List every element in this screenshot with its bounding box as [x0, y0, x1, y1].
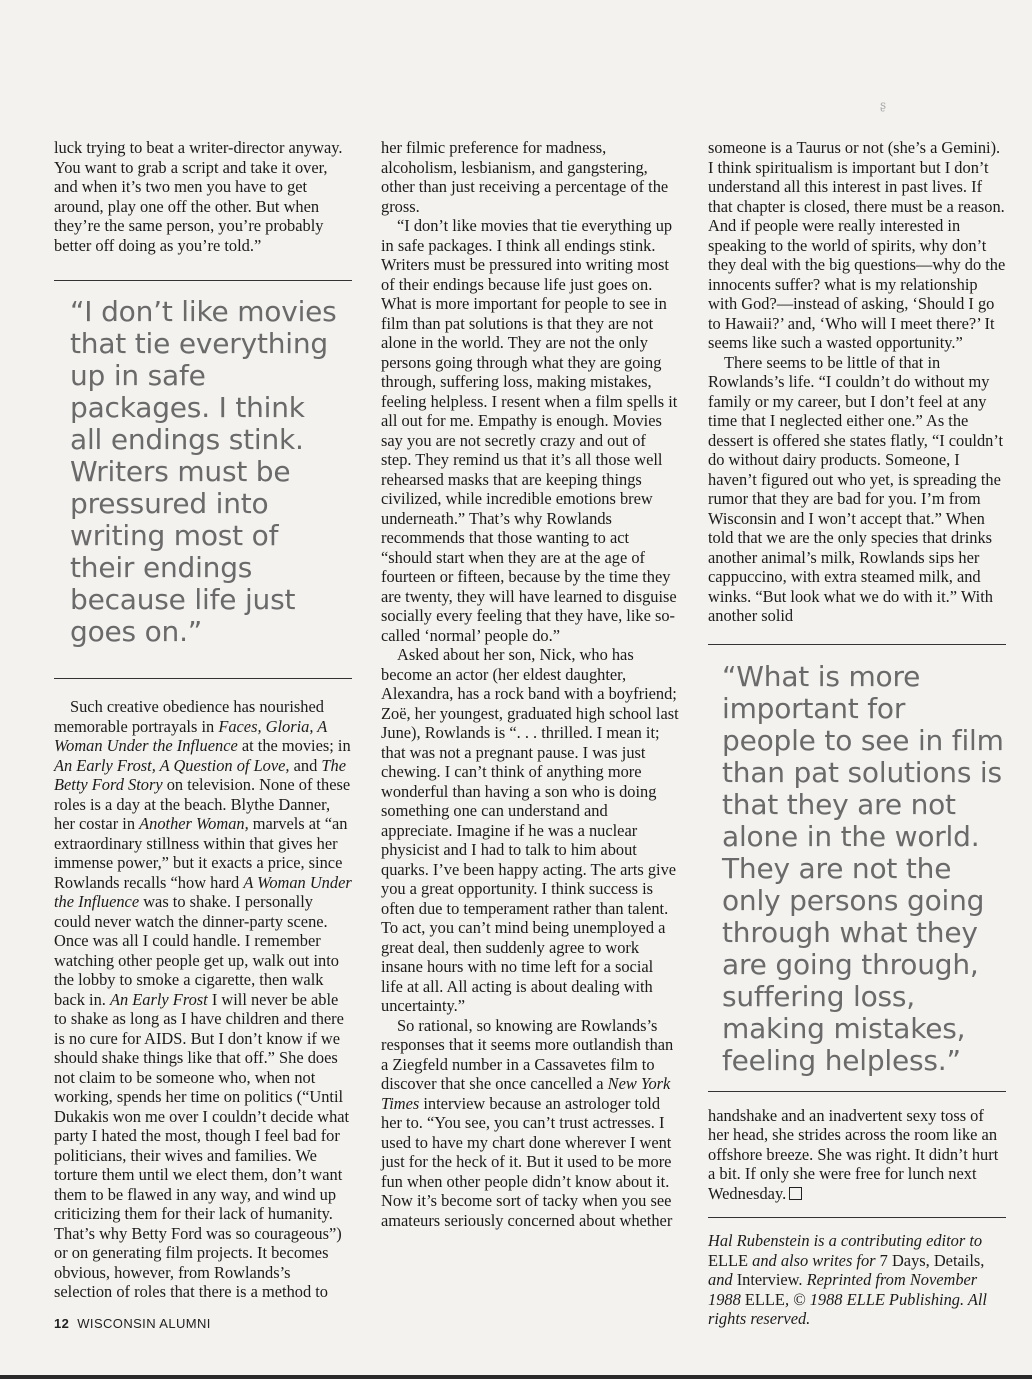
column1-paragraph-1: luck trying to beat a writer-director anyway. You want to grab a script and take it over, and when it’s two men you have to get around, play one off the other. But when they’re the same person, you’re probably better off doing as you’re told.”: [54, 138, 343, 255]
pull-quote-2: “What is more important for people to see in film than pat solutions is that they are not alone in the world. They are not the only persons going through what they are going through, suffering loss, making mistakes, feeling helpless.”: [722, 659, 1004, 1077]
column2-paragraph-2: “I don’t like movies that tie everything up in safe packages. I think all endings stink. Writers must be pressured into writing most of their endings because life just goes on. What is more important for people to see in film than pat solutions is that they are not alone in the world. They are not the only persons going through what they are going through, suffering loss, making mistakes, feeling helpless. I resent when a film spells it all out for me. Empathy is enough. Movies say you are not secretly crazy and out of step. They remind us that it’s all those well rehearsed masks that are keeping things civilized, while incredible emotions brew underneath.” That’s why Rowlands recommends that those wanting to act “should start when they are at the age of fourteen or fifteen, because by the time they are twenty, they will have learned to disguise socially every feeling that they have, like so-called ‘normal’ people do.”: [381, 216, 678, 645]
column2-paragraph-4: So rational, so knowing are Rowlands’s responses that it seems more outlandish than a Ziegfeld number in a Cassavetes film to discover that she once cancelled a New York Times interview because an astrologer told her to. “You see, you can’t trust actresses. I used to have my chart done wherever I went just for the heck of it. But it used to be more fun when other people didn’t know about it. Now it’s become sort of tacky when you see amateurs seriously concerned about whether: [381, 1015, 674, 1230]
column3-paragraph-2: There seems to be little of that in Rowlands’s life. “I couldn’t do without my family or my career, but I don’t feel at any time that I neglected either one.” As the dessert is offered she states flatly, “I couldn’t do without dairy products. Someone, I haven’t figured out who yet, is spreading the rumor that they are bad for you. I’m from Wisconsin and I won’t accept that.” When told that we are the only species that drinks another animal’s milk, Rowlands sips her cappuccino, with extra steamed milk, and winks. “But look what we do with it.” With another solid: [708, 352, 1004, 625]
column3-paragraph-3: handshake and an inadvertent sexy toss of her head, she strides across the room like an offshore breeze. She was right. It didn’t hurt a bit. If only she were free for lunch next Wednesday.: [708, 1105, 999, 1203]
publication-name: WISCONSIN ALUMNI: [77, 1316, 211, 1331]
column2-paragraph-3: Asked about her son, Nick, who has become an actor (her eldest daughter, Alexandra, has a rock band with a boyfriend; Zoë, her youngest, graduated high school last June), Rowlands is “. . . thrilled. I mean it; that was not a pregnant pause. I was just chewing. I can’t think of anything more wonderful than having a son who is doing something one can understand and appreciate. Imagine if he was a nuclear physicist and I had to talk to him about quarks. I’ve been happy acting. The arts give you a great opportunity. I think success is often due to temperament rather than talent. To act, you can’t mind being unemployed a great deal, then suddenly agree to work insane hours with no time left for a social life at all. All acting is about dealing with uncertainty.”: [381, 645, 679, 1015]
column-1: [54, 138, 352, 1302]
column-3: [708, 138, 1006, 1329]
page-footer: [54, 1316, 211, 1331]
column2-paragraph-1: her filmic preference for madness, alcoholism, lesbianism, and gangstering, other than just receiving a percentage of the gross.: [381, 138, 669, 216]
author-credit: Hal Rubenstein is a contributing editor to ELLE and also writes for 7 Days, Details, and Interview. Reprinted from November 1988 ELLE, © 1988 ELLE Publishing. All rights reserved.: [708, 1231, 987, 1328]
pullquote-rule-top: [54, 280, 352, 281]
column3-paragraph-1: someone is a Taurus or not (she’s a Gemini). I think spiritualism is important but I don’t understand all this interest in past lives. If that chapter is closed, there must be a reason. And if people were really interested in speaking to the world of spirits, why don’t they deal with the big questions—why do the innocents suffer? what is my relationship with God?—instead of asking, ‘Should I go to Hawaii?’ and, ‘Who will I meet there?’ It seems like such a wasted opportunity.”: [708, 138, 1006, 352]
pullquote-rule-bottom: [54, 678, 352, 679]
column-2: [381, 138, 679, 1230]
page-number: 12: [54, 1316, 70, 1331]
credit-rule: [708, 1217, 1006, 1218]
pullquote-rule-bottom: [708, 1091, 1006, 1092]
end-mark-box-icon: [789, 1187, 802, 1200]
stray-mark: ʂ: [880, 98, 887, 112]
pull-quote-1: “I don’t like movies that tie everything up in safe packages. I think all endings stink. Writers must be pressured into writing most of their endings because life just goes on.”: [70, 295, 337, 648]
bottom-edge-line: [0, 1375, 1032, 1379]
column1-paragraph-2: Such creative obedience has nourished memorable portrayals in Faces, Gloria, A Woman Under the Influence at the movies; in An Early Frost, A Question of Love, and The Betty Ford Story on television. None of these roles is a day at the beach. Blythe Danner, her costar in Another Woman, marvels at “an extraordinary stillness within that gives her immense power,” but it exacts a price, since Rowlands recalls “how hard A Woman Under the Influence was to shake. I personally could never watch the dinner-party scene. Once was all I could handle. I remember watching other people get up, walk out into the lobby to smoke a cigarette, then walk back in. An Early Frost I will never be able to shake as long as I have children and there is no cure for AIDS. But I don’t know if we should shake things like that off.” She does not claim to be someone who, when not working, spends her time on politics (“Until Dukakis won me over I couldn’t decide what party I hated the most, though I feel bad for politicians, their wives and families. We torture them until we elect them, don’t want them to be flawed in any way, and wind up criticizing them for their lack of humanity. That’s why Betty Ford was so courageous”) or on generating film projects. It becomes obvious, however, from Rowlands’s selection of roles that there is a method to: [54, 697, 352, 1301]
pullquote-rule-top: [708, 644, 1006, 645]
